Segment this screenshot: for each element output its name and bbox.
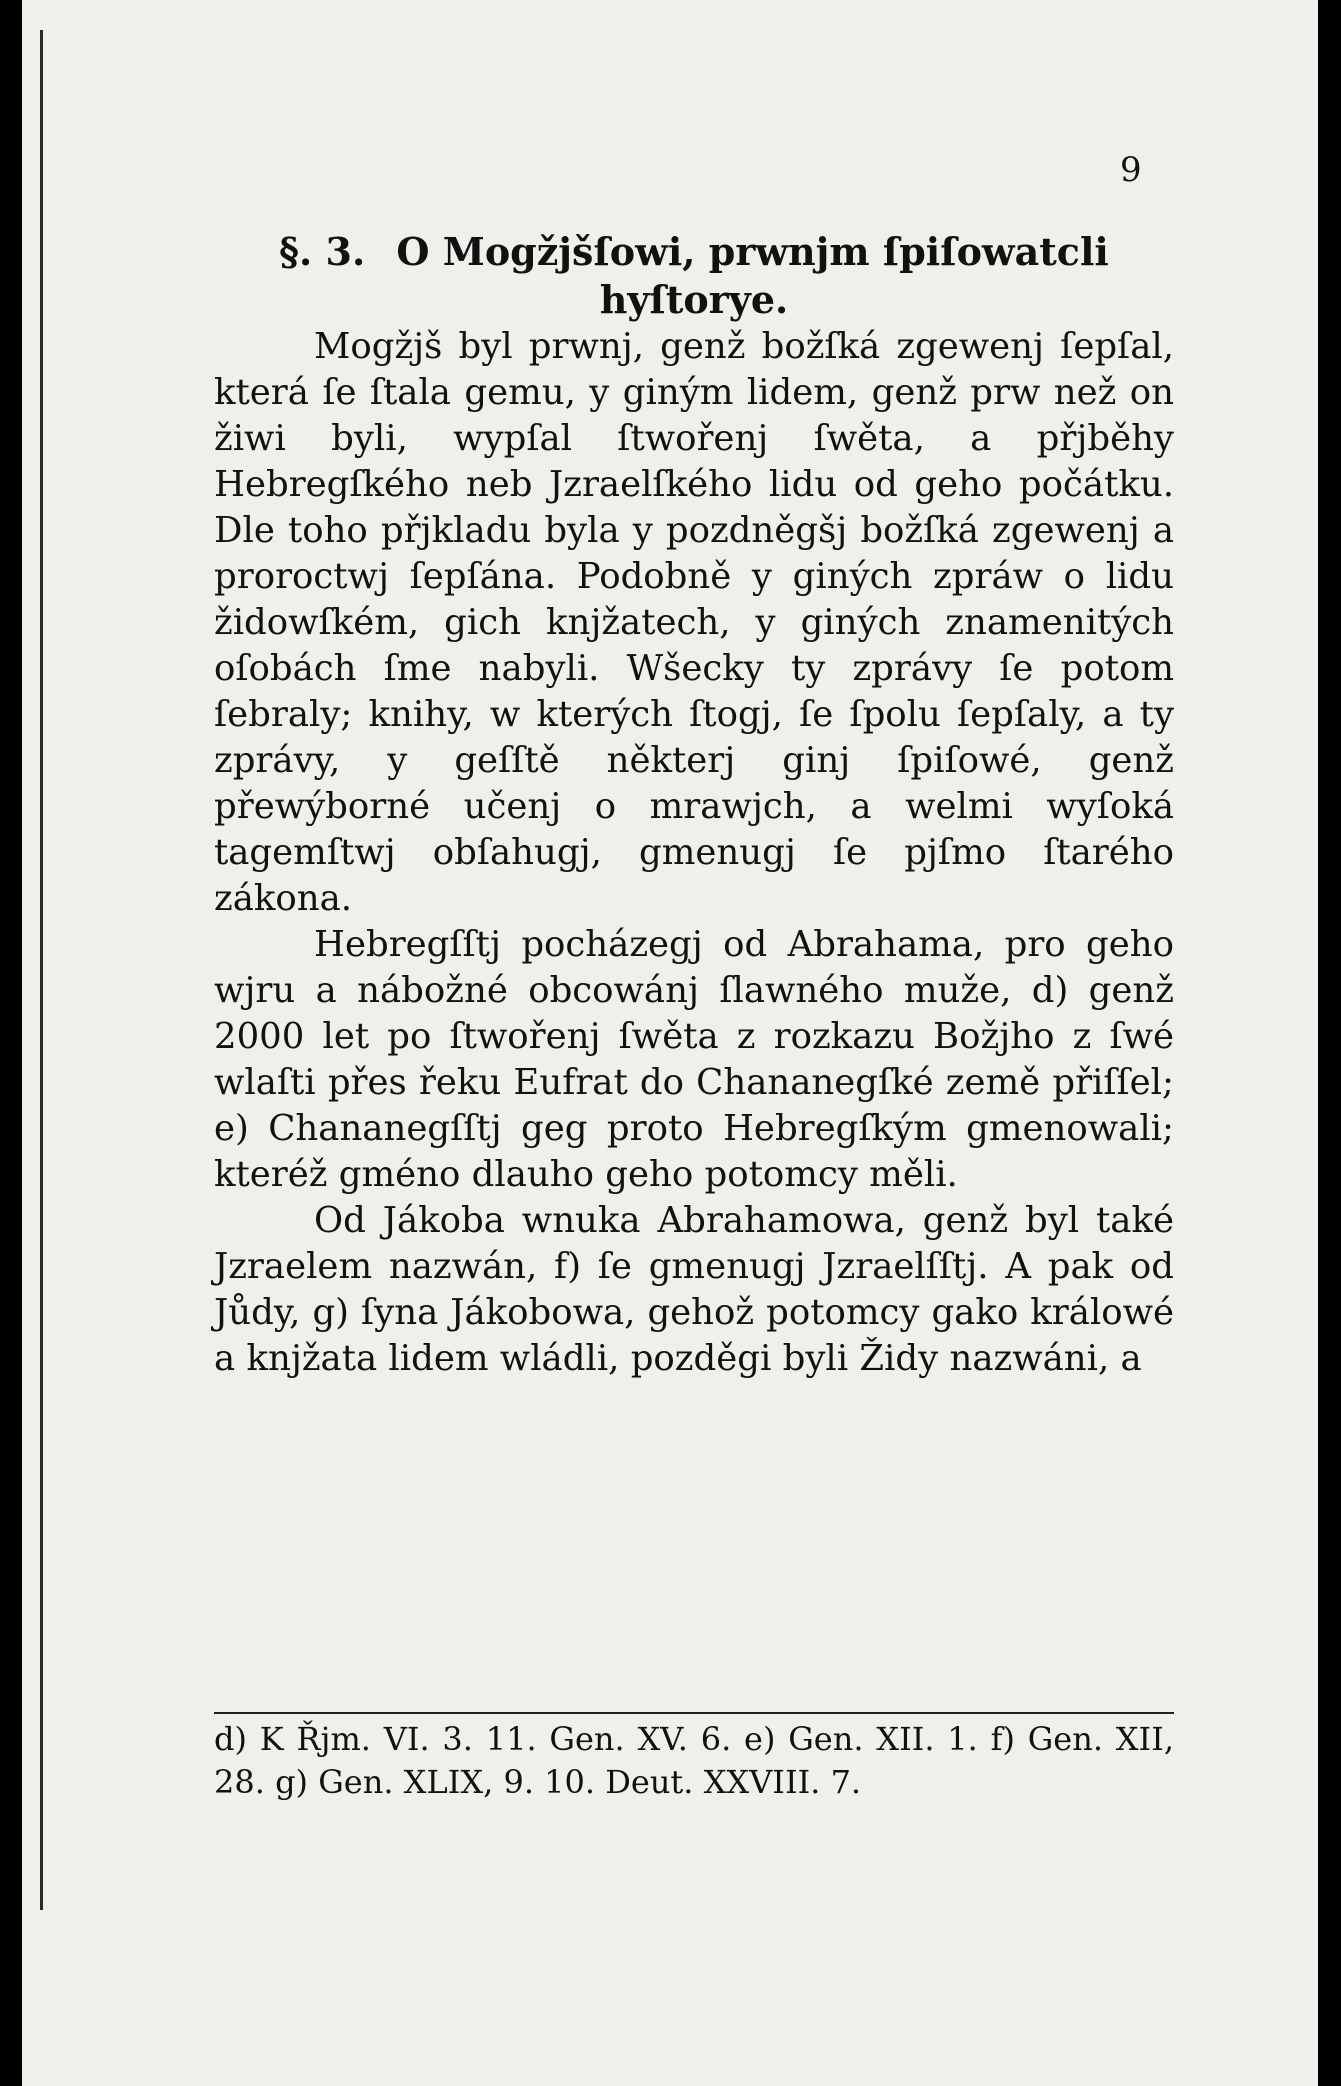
paragraph-1: Mogžjš byl prwnj, genž božſká zgewenj ſepſal, která ſe ſtala gemu, y giným lidem, genž prw než on žiwi byli, wypſal ſtwořenj ſwěta, a přjběhy Hebregſkého neb Jzraelſkého lidu od geho počátku. Dle toho přjkladu byla y pozdněgšj božſká zgewenj a proroctwj ſepſána. Podobně y giných zpráw o lidu židowſkém, gich knjžatech, y giných znamenitých oſobách ſme nabyli. Wšecky ty zprávy ſe potom ſebraly; knihy, w kterých ſtogj, ſe ſpolu ſepſaly, a ty zprávy, y geſſtě některj ginj ſpiſowé, genž přewýborné učenj o mrawjch, a welmi wyſoká tagemſtwj obſahugj, gmenugj ſe pjſmo ſtarého zákona. bbox=[214, 326, 1174, 919]
section-number: §. 3. bbox=[279, 229, 366, 274]
footnote-text: d) K Řjm. VI. 3. 11. Gen. XV. 6. e) Gen. XII. 1. f) Gen. XII, 28. g) Gen. XLIX, 9. 10. Deut. XXVIII. 7. bbox=[214, 1720, 1174, 1801]
page-edge-left bbox=[40, 30, 43, 1910]
section-title: O Mogžjšſowi, prwnjm ſpiſowatcli hyſtorye. bbox=[396, 229, 1109, 322]
footnotes bbox=[214, 1718, 1174, 1804]
page-edge-right bbox=[1318, 0, 1341, 2086]
section-heading bbox=[214, 228, 1174, 324]
footnote-rule bbox=[214, 1712, 1174, 1714]
paragraph-2: Hebregſſtj pocházegj od Abrahama, pro geho wjru a nábožné obcowánj ſlawného muže, d) genž 2000 let po ſtwořenj ſwěta z rozkazu Božjho z ſwé wlaſti přes řeku Eufrat do Chananegſké země přiſſel; e) Chananegſſtj geg proto Hebregſkým gmenowali; kteréž gméno dlauho geho potomcy měli. bbox=[214, 924, 1174, 1195]
page-number: 9 bbox=[1120, 150, 1142, 190]
paragraph-3: Od Jákoba wnuka Abrahamowa, genž byl také Jzraelem nazwán, f) ſe gmenugj Jzraelſſtj. A pak od Jůdy, g) ſyna Jákobowa, gehož potomcy gako králowé a knjžata lidem wládli, pozděgi byli Židy nazwáni, a bbox=[214, 1200, 1174, 1379]
main-text bbox=[214, 228, 1174, 1382]
